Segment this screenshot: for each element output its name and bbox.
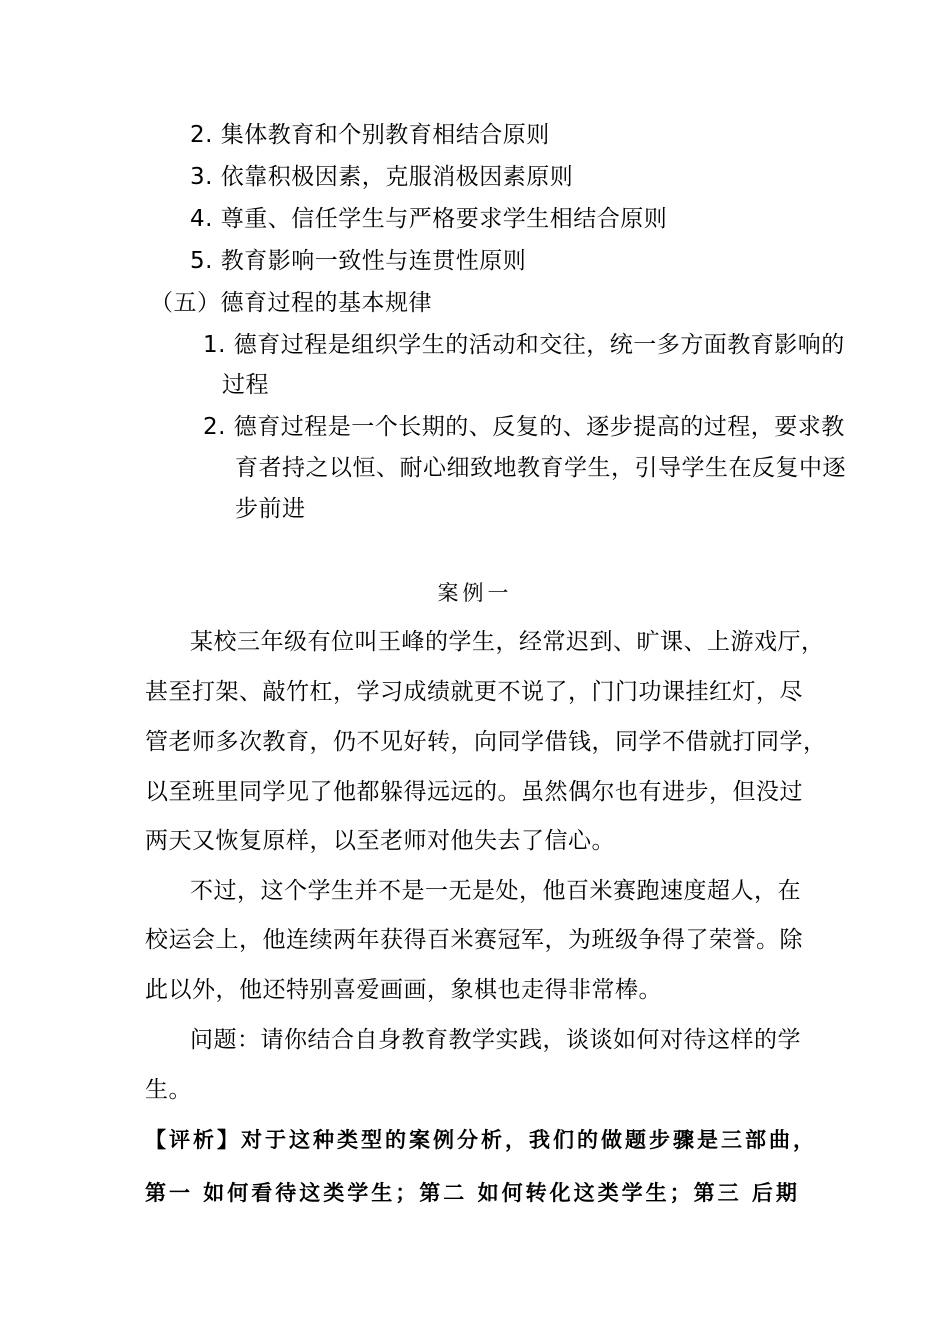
case-paragraph-2-line: 此以外，他还特别喜爱画画，象棋也走得非常棒。 xyxy=(145,977,662,1003)
case-paragraph-1-line: 甚至打架、敲竹杠，学习成绩就更不说了，门门功课挂红灯，尽 xyxy=(145,679,803,705)
case-paragraph-1-line: 两天又恢复原样，以至老师对他失去了信心。 xyxy=(145,828,615,854)
section-heading: （五）德育过程的基本规律 xyxy=(150,290,432,316)
principle-item-4: 4. 尊重、信任学生与严格要求学生相结合原则 xyxy=(190,206,668,232)
law-item-1-line-1: 1. 德育过程是组织学生的活动和交往，统一多方面教育影响的 xyxy=(203,332,845,358)
principle-item-3: 3. 依靠积极因素，克服消极因素原则 xyxy=(190,164,574,190)
case-title: 案例一 xyxy=(437,581,513,605)
principle-item-5: 5. 教育影响一致性与连贯性原则 xyxy=(190,248,527,274)
analysis-line: 【评析】对于这种类型的案例分析，我们的做题步骤是三部曲， xyxy=(145,1127,817,1152)
law-item-1-line-2: 过程 xyxy=(222,372,269,398)
law-item-2-line-1: 2. 德育过程是一个长期的、反复的、逐步提高的过程，要求教 xyxy=(203,414,845,440)
analysis-line: 第一 如何看待这类学生；第二 如何转化这类学生；第三 后期 xyxy=(145,1180,800,1205)
question-line: 生。 xyxy=(145,1077,192,1103)
law-item-2-line-3: 步前进 xyxy=(235,496,306,522)
case-paragraph-1-line: 以至班里同学见了他都躲得远远的。虽然偶尔也有进步，但没过 xyxy=(145,779,803,805)
law-item-2-line-2: 育者持之以恒、耐心细致地教育学生，引导学生在反复中逐 xyxy=(235,455,846,481)
case-paragraph-2-line: 校运会上，他连续两年获得百米赛冠军，为班级争得了荣誉。除 xyxy=(145,927,803,953)
principle-item-2: 2. 集体教育和个别教育相结合原则 xyxy=(190,122,550,148)
case-paragraph-1-line: 某校三年级有位叫王峰的学生，经常迟到、旷课、上游戏厅， xyxy=(190,629,825,655)
case-paragraph-1-line: 管老师多次教育，仍不见好转，向同学借钱，同学不借就打同学， xyxy=(145,729,827,755)
case-paragraph-2-line: 不过，这个学生并不是一无是处，他百米赛跑速度超人，在 xyxy=(190,878,801,904)
question-line: 问题：请你结合自身教育教学实践，谈谈如何对待这样的学 xyxy=(190,1027,801,1053)
